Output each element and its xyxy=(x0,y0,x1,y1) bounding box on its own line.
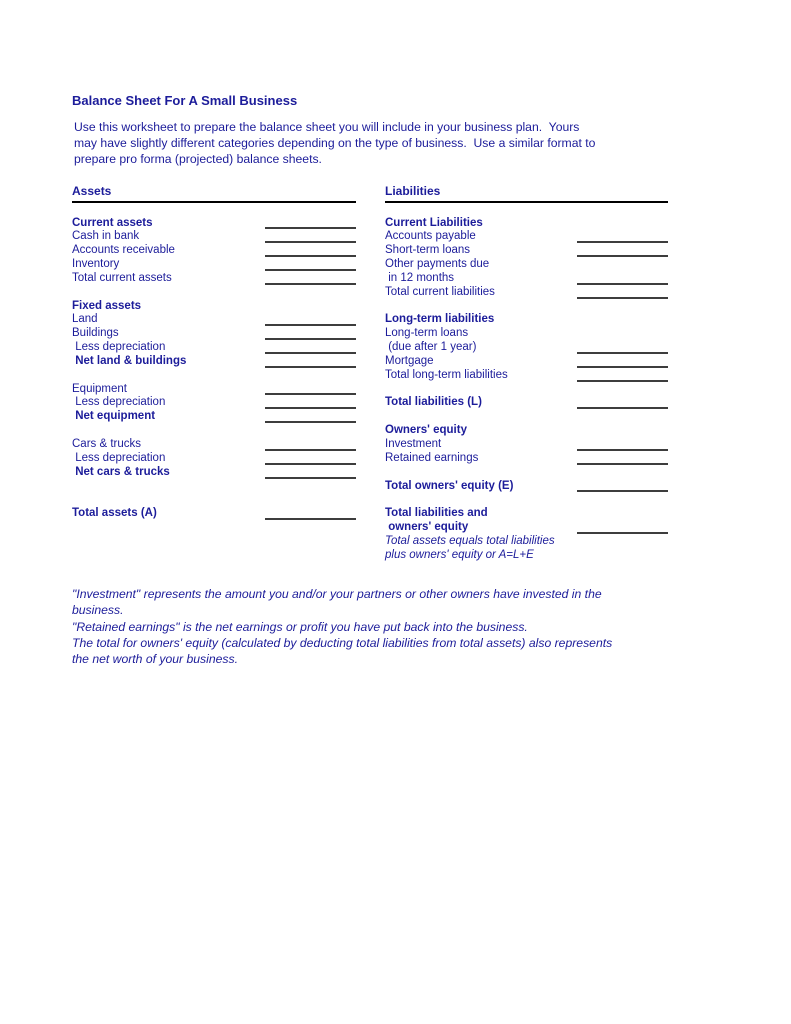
fill-in-line xyxy=(577,449,668,451)
worksheet-row xyxy=(72,217,356,231)
worksheet-row xyxy=(385,272,668,286)
text-line: may have slightly different categories depending on the type of business. Use a similar format to xyxy=(74,136,596,151)
row-label: Other payments due xyxy=(385,258,490,271)
row-label: Inventory xyxy=(72,258,120,271)
row-label: Current assets xyxy=(72,216,153,229)
spacer-row xyxy=(72,286,356,300)
row-label: Cars & trucks xyxy=(72,438,142,450)
row-label: plus owners' equity or A=L+E xyxy=(385,548,534,561)
worksheet-row xyxy=(72,466,356,480)
row-label: Total assets equals total liabilities xyxy=(385,534,555,547)
worksheet-row xyxy=(385,355,668,369)
fill-in-line xyxy=(265,352,356,354)
row-label: Total current assets xyxy=(72,271,172,284)
fill-in-line xyxy=(265,407,356,409)
row-label: Long-term loans xyxy=(385,327,469,340)
row-label: Net land & buildings xyxy=(72,354,187,367)
text-line: "Retained earnings" is the net earnings or profit you have put back into the business. xyxy=(72,619,528,634)
row-label: Net equipment xyxy=(72,410,156,423)
spacer-row xyxy=(385,493,668,507)
text-line: business. xyxy=(72,603,124,618)
fill-in-line xyxy=(265,463,356,465)
fill-in-line xyxy=(577,532,668,534)
worksheet-row xyxy=(385,480,668,494)
row-label: Land xyxy=(72,313,98,326)
worksheet-row xyxy=(72,383,356,397)
worksheet-row xyxy=(385,424,668,438)
row-label: Long-term liabilities xyxy=(385,313,495,326)
fill-in-line xyxy=(265,449,356,451)
fill-in-line xyxy=(265,421,356,423)
row-label: Net cars & trucks xyxy=(72,465,170,478)
fill-in-line xyxy=(265,338,356,340)
worksheet-row xyxy=(72,230,356,244)
row-label: owners' equity xyxy=(385,521,469,534)
spacer-row xyxy=(72,369,356,383)
row-label: Current Liabilities xyxy=(385,216,483,229)
row-label: Total current liabilities xyxy=(385,285,495,298)
worksheet-row xyxy=(72,341,356,355)
worksheet-row xyxy=(385,438,668,452)
row-label: (due after 1 year) xyxy=(385,341,477,354)
row-label: Accounts receivable xyxy=(72,244,175,257)
worksheet-row xyxy=(385,396,668,410)
fill-in-line xyxy=(265,366,356,368)
row-label: Mortgage xyxy=(385,354,434,367)
liabilities-rows xyxy=(385,217,668,563)
fill-in-line xyxy=(577,407,668,409)
row-label: Accounts payable xyxy=(385,230,476,243)
spacer-row xyxy=(72,493,356,507)
row-label: Less depreciation xyxy=(72,341,166,354)
fill-in-line xyxy=(577,283,668,285)
worksheet-row xyxy=(385,369,668,383)
assets-header: Assets xyxy=(72,185,356,203)
worksheet-row xyxy=(72,438,356,452)
spacer-row xyxy=(385,466,668,480)
worksheet-row xyxy=(385,521,668,535)
fill-in-line xyxy=(577,297,668,299)
worksheet-row xyxy=(72,272,356,286)
spacer-row xyxy=(72,480,356,494)
row-label: Equipment xyxy=(72,382,127,395)
fill-in-line xyxy=(265,269,356,271)
worksheet-row xyxy=(385,230,668,244)
row-label: Retained earnings xyxy=(385,451,479,464)
spacer-row xyxy=(385,383,668,397)
fill-in-line xyxy=(577,352,668,354)
row-label: Total owners' equity (E) xyxy=(385,479,514,492)
worksheet-row xyxy=(385,217,668,231)
worksheet-row xyxy=(385,244,668,258)
fill-in-line xyxy=(265,324,356,326)
fill-in-line xyxy=(577,255,668,257)
worksheet-row xyxy=(72,313,356,327)
fill-in-line xyxy=(265,241,356,243)
row-label: Owners' equity xyxy=(385,424,467,437)
row-label: Total liabilities and xyxy=(385,507,488,520)
liabilities-header: Liabilities xyxy=(385,185,668,203)
fill-in-line xyxy=(577,463,668,465)
footnotes xyxy=(72,586,612,667)
page-title: Balance Sheet For A Small Business xyxy=(72,93,298,108)
worksheet-row xyxy=(385,507,668,521)
worksheet-row xyxy=(72,396,356,410)
row-label: Cash in bank xyxy=(72,230,140,243)
worksheet-row xyxy=(385,313,668,327)
row-label: in 12 months xyxy=(385,271,455,284)
worksheet-row xyxy=(72,300,356,314)
worksheet-row xyxy=(385,452,668,466)
row-label: Buildings xyxy=(72,327,119,340)
worksheet-row xyxy=(385,549,668,563)
worksheet-row xyxy=(385,535,668,549)
text-line: prepare pro forma (projected) balance sheets. xyxy=(74,152,322,167)
fill-in-line xyxy=(265,518,356,520)
fill-in-line xyxy=(577,241,668,243)
text-line: Use this worksheet to prepare the balance sheet you will include in your business plan. Yours xyxy=(74,120,580,134)
fill-in-line xyxy=(577,380,668,382)
worksheet-row xyxy=(72,507,356,521)
worksheet-row xyxy=(72,244,356,258)
assets-section xyxy=(72,185,356,521)
text-line: the net worth of your business. xyxy=(72,652,238,667)
worksheet-row xyxy=(72,355,356,369)
spacer-row xyxy=(385,410,668,424)
row-label: Less depreciation xyxy=(72,451,166,464)
worksheet-row xyxy=(385,327,668,341)
worksheet-row xyxy=(385,286,668,300)
worksheet-row xyxy=(72,410,356,424)
row-label: Short-term loans xyxy=(385,244,471,257)
intro-paragraph xyxy=(74,119,595,168)
row-label: Total assets (A) xyxy=(72,507,157,520)
row-label: Total long-term liabilities xyxy=(385,368,508,381)
worksheet-row xyxy=(72,452,356,466)
worksheet-row xyxy=(385,341,668,355)
text-line: "Investment" represents the amount you and/or your partners or other owners have invested in the xyxy=(72,587,602,601)
text-line: The total for owners' equity (calculated by deducting total liabilities from total assets) also represents xyxy=(72,635,613,650)
worksheet-row xyxy=(72,327,356,341)
row-label: Total liabilities (L) xyxy=(385,396,482,409)
fill-in-line xyxy=(265,477,356,479)
fill-in-line xyxy=(265,255,356,257)
row-label: Fixed assets xyxy=(72,299,142,312)
row-label: Less depreciation xyxy=(72,396,166,409)
worksheet-row xyxy=(385,258,668,272)
fill-in-line xyxy=(265,283,356,285)
fill-in-line xyxy=(577,366,668,368)
row-label: Investment xyxy=(385,438,442,450)
assets-rows xyxy=(72,217,356,522)
fill-in-line xyxy=(577,490,668,492)
spacer-row xyxy=(72,424,356,438)
fill-in-line xyxy=(265,393,356,395)
fill-in-line xyxy=(265,227,356,229)
spacer-row xyxy=(385,300,668,314)
worksheet-row xyxy=(72,258,356,272)
liabilities-section xyxy=(385,185,668,563)
